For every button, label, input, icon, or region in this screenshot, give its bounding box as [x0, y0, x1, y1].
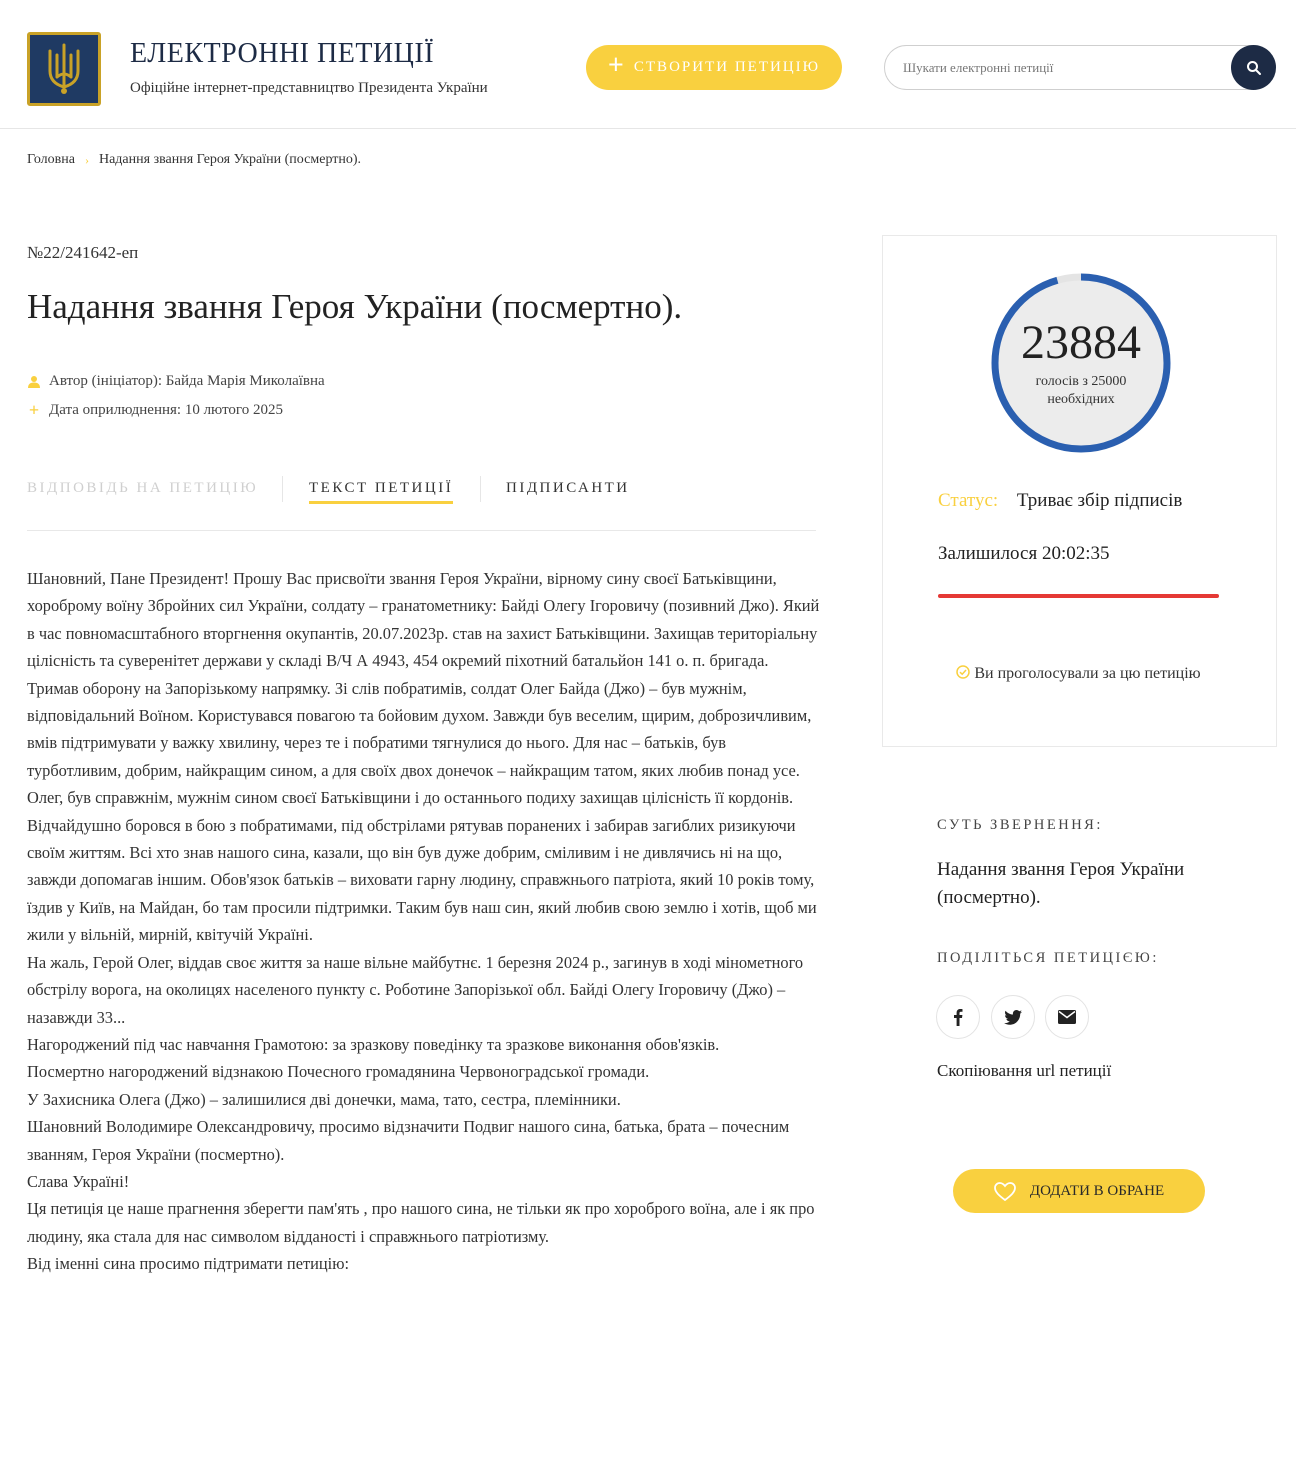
author-text: Автор (ініціатор): Байда Марія Миколаївна: [49, 373, 325, 389]
check-circle-icon: [956, 665, 974, 682]
breadcrumb-current: Надання звання Героя України (посмертно).: [98, 152, 362, 167]
petition-paragraph: Ця петиція це наше прагнення зберегти пам'ять , про нашого сина, не тільки як про хороброго воїна, але і як про людину, яка стала для нас символом відданості і справжнього патріотизму.: [27, 1199, 815, 1246]
voted-text: Ви проголосували за цю петицію: [974, 665, 1201, 682]
date-text: Дата оприлюднення: 10 лютого 2025: [49, 401, 283, 418]
share-twitter-button[interactable]: [991, 995, 1035, 1039]
petition-paragraph: Шановний, Пане Президент! Прошу Вас присвоїти звання Героя України, вірному сину своєї Батьківщини, хороброму воїну Збройних сил України, солдату – гранатометнику: Байді Олегу Ігоровичу (позивний Джо). Який в час повномасштабного вторгнення окупантів, 20.07.2023р. став на захист Батьківщини. Захищав територіальну цілісність та суверенітет держави у складі В/Ч А 4943, 454 окремий піхотний батальйон 141 о. п. бригада. Тримав оборону на Запорізькому напрямку. Зі слів побратимів, солдат Олег Байда (Джо) – був мужнім, відповідальний Воїном. Користувався повагою та бойовим духом. Завжди був веселим, щирим, доброзичливим, вмів підтримувати у важку хвилину, через те і побратими тягнулися до нього. Для нас – батьків, був турботливим, добрим, найкращим сином, а для своїх двох донечок – найкращим татом, яких любив понад усе.: [27, 569, 820, 780]
petition-text: [27, 565, 822, 1278]
tab-divider: [480, 476, 481, 502]
vote-gauge: [987, 269, 1175, 457]
search-icon: [1246, 60, 1262, 76]
vote-needed-line: голосів з 25000: [1035, 374, 1127, 389]
plus-icon: +: [607, 50, 626, 81]
site-header: [0, 0, 1296, 129]
user-icon: [27, 375, 41, 388]
time-remaining: Залишилося 20:02:35: [938, 543, 1110, 564]
voted-notice: [938, 660, 1219, 688]
share-facebook-button[interactable]: [936, 995, 980, 1039]
search-input[interactable]: [903, 46, 1233, 89]
vote-count: 23884: [1021, 316, 1141, 369]
petition-number: №22/241642-еп: [27, 243, 139, 262]
petition-date: [27, 401, 283, 419]
tab-signers[interactable]: ПІДПИСАНТИ: [506, 480, 630, 496]
vote-panel: [882, 235, 1277, 747]
search-button[interactable]: [1231, 45, 1276, 90]
petition-author: [27, 373, 325, 390]
add-to-favorites-label: ДОДАТИ В ОБРАНЕ: [1029, 1182, 1165, 1199]
status-label: Статус:: [938, 490, 999, 511]
petition-paragraph: На жаль, Герой Олег, віддав своє життя за наше вільне майбутнє. 1 березня 2024 р., загинув в ході мінометного обстрілу ворога, на околицях населеного пункту с. Роботине Запорізької обл. Байді Олегу Ігоровичу (Джо) – назавжди 33...: [27, 952, 804, 1027]
page-title: Надання звання Героя України (посмертно).: [27, 287, 683, 326]
petition-summary: Надання звання Героя України (посмертно).: [937, 859, 1185, 908]
envelope-icon: [1058, 1010, 1076, 1024]
tab-divider: [282, 476, 283, 502]
plus-icon: +: [28, 400, 40, 420]
twitter-icon: [1004, 1010, 1022, 1025]
petition-status: [938, 490, 1182, 512]
create-petition-button[interactable]: [586, 45, 842, 90]
status-value: Триває збір підписів: [1016, 490, 1183, 511]
facebook-icon: [953, 1008, 963, 1026]
search-box: [884, 45, 1276, 90]
tab-text[interactable]: ТЕКСТ ПЕТИЦІЇ: [309, 480, 453, 504]
petition-tabs: [27, 476, 816, 531]
breadcrumb-home[interactable]: Головна: [27, 152, 75, 167]
vote-needed-line: необхідних: [1047, 392, 1115, 407]
trident-icon: [40, 41, 88, 97]
petition-paragraph: Шановний Володимире Олександровичу, просимо відзначити Подвиг нашого сина, батька, брата – почесним званням, Героя України (посмертно).: [27, 1117, 790, 1164]
petition-paragraph: Слава Україні!: [27, 1171, 130, 1191]
heart-icon: [994, 1182, 1016, 1201]
summary-heading: СУТЬ ЗВЕРНЕННЯ:: [937, 817, 1103, 833]
copy-url-link[interactable]: Скопіювання url петиції: [937, 1061, 1112, 1080]
site-subtitle: Офіційне інтернет-представництво Президента України: [130, 80, 488, 96]
deadline-bar: [938, 594, 1219, 598]
create-petition-label: СТВОРИТИ ПЕТИЦІЮ: [633, 59, 821, 75]
share-email-button[interactable]: [1045, 995, 1089, 1039]
petition-paragraph: Нагороджений під час навчання Грамотою: за зразкову поведінку та зразкове виконання обов'язків.: [27, 1034, 720, 1054]
tab-response[interactable]: ВІДПОВІДЬ НА ПЕТИЦІЮ: [27, 480, 259, 496]
petition-paragraph: У Захисника Олега (Джо) – залишилися дві донечки, мама, тато, сестра, племінники.: [27, 1089, 621, 1109]
add-to-favorites-button[interactable]: [953, 1169, 1205, 1213]
coat-of-arms-logo[interactable]: [27, 32, 101, 106]
site-title[interactable]: ЕЛЕКТРОННІ ПЕТИЦІЇ: [130, 38, 435, 69]
chevron-right-icon: ›: [84, 152, 89, 167]
petition-paragraph: Посмертно нагороджений відзнакою Почесного громадянина Червоноградської громади.: [27, 1062, 650, 1082]
breadcrumb: [27, 152, 361, 168]
petition-paragraph: Олег, був справжнім, мужнім сином своєї Батьківщини і до останнього подиху захищав цілісність її кордонів. Відчайдушно боровся в бою з побратимами, під обстрілами рятував поранених і забирав загиблих ризикуючи своїм життям. Всі хто знав нашого сина, казали, що він був дуже добрим, сміливим і не дивлячись ні на що, завжди допомагав іншим. Обов'язок батьків – виховати гарну людину, справжнього патріота, який 10 років тому, їздив у Київ, на Майдан, бо там просили підтримки. Таким був наш син, який любив свою землю і хотів, щоб ми жили у вільній, мирній, квітучій Україні.: [27, 788, 817, 945]
petition-paragraph: Від іменні сина просимо підтримати петицію:: [27, 1254, 350, 1274]
vote-needed: [987, 373, 1175, 409]
share-heading: ПОДІЛІТЬСЯ ПЕТИЦІЄЮ:: [937, 950, 1159, 966]
